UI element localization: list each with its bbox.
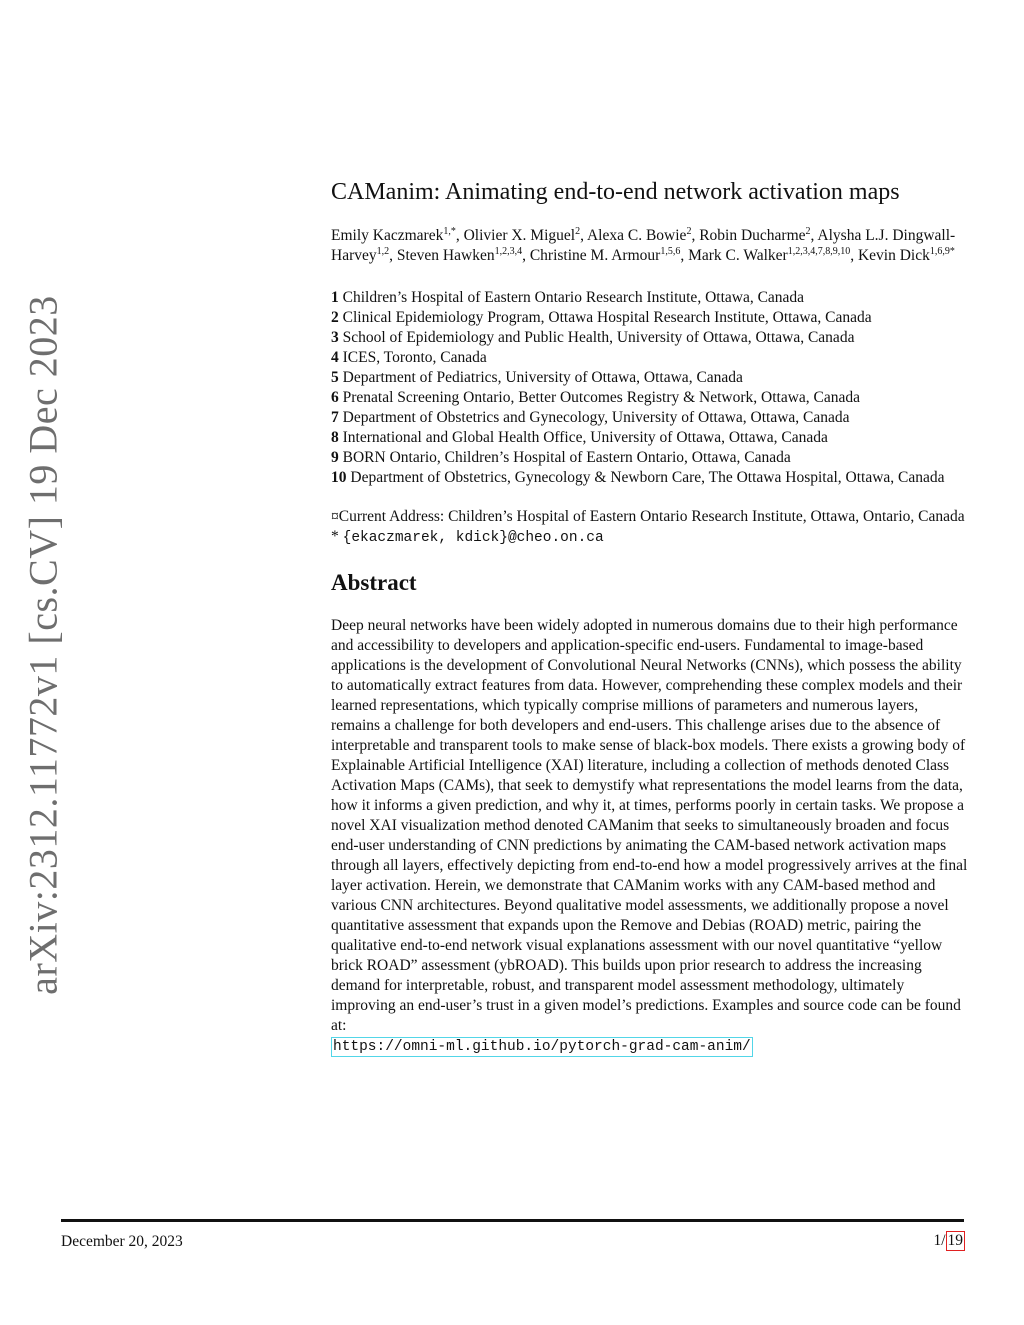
affiliation-text: BORN Ontario, Children’s Hospital of Eastern Ontario, Ottawa, Canada: [342, 449, 791, 466]
affiliation-number: 1: [331, 289, 339, 306]
author-name: Alysha L.J. Dingwall-Harvey: [331, 227, 956, 264]
address-text: ¤Current Address: Children’s Hospital of Eastern Ontario Research Institute, Ottawa, Ontario, Canada *: [331, 508, 965, 545]
arxiv-identifier-stamp: arXiv:2312.11772v1 [cs.CV] 19 Dec 2023: [20, 295, 66, 995]
author: [530, 247, 680, 264]
author-affiliation-marks: 1,2,3,4: [494, 245, 523, 257]
footer-divider: [61, 1219, 964, 1222]
author-affiliation-marks: 1,5,6: [660, 245, 681, 257]
affiliation-number: 5: [331, 369, 339, 386]
footer-date: December 20, 2023: [61, 1233, 183, 1250]
author-name: Mark C. Walker: [688, 247, 788, 264]
contact-emails: {ekaczmarek, kdick}@cheo.on.ca: [342, 530, 604, 546]
abstract-body: [331, 616, 971, 1057]
author: [464, 227, 581, 244]
affiliation-item: [331, 288, 971, 308]
page-total-link[interactable]: 19: [947, 1232, 963, 1249]
source-code-link[interactable]: https://omni-ml.github.io/pytorch-grad-cam-anim/: [333, 1039, 751, 1055]
author-name: Emily Kaczmarek: [331, 227, 444, 244]
affiliation-item: [331, 428, 971, 448]
affiliation-number: 9: [331, 449, 339, 466]
author-affiliation-marks: 2: [686, 225, 692, 237]
affiliation-text: Department of Obstetrics and Gynecology, University of Ottawa, Ottawa, Canada: [342, 409, 850, 426]
affiliation-number: 2: [331, 309, 339, 326]
affiliation-text: Children’s Hospital of Eastern Ontario Research Institute, Ottawa, Canada: [342, 289, 805, 306]
author-name: Robin Ducharme: [699, 227, 806, 244]
affiliation-item: [331, 368, 971, 388]
author-name: Kevin Dick: [857, 247, 930, 264]
paper-title: CAManim: Animating end-to-end network activation maps: [331, 179, 900, 205]
author-affiliation-marks: 1,2,3,4,7,8,9,10: [787, 245, 851, 257]
abstract-text: Deep neural networks have been widely adopted in numerous domains due to their high performance and accessibility to developers and application-specific end-users. Fundamental to image-based applications is the development of Convolutional Neural Networks (CNNs), which possess the ability to automatically extract features from data. However, comprehending these complex models and their learned representations, which typically comprise millions of parameters and numerous layers, remains a challenge for both developers and end-users. This challenge arises due to the absence of interpretable and transparent tools to make sense of black-box models. There exists a growing body of Explainable Artificial Intelligence (XAI) literature, including a collection of methods denoted Class Activation Maps (CAMs), that seek to demystify what representations the model learns from the data, how it informs a given prediction, and why it, at times, performs poorly in certain tasks. We propose a novel XAI visualization method denoted CAManim that seeks to simultaneously broaden and focus end-user understanding of CNN predictions by animating the CAM-based network activation maps through all layers, effectively depicting from end-to-end how a model progressively arrives at the final layer activation. Herein, we demonstrate that CAManim works with any CAM-based method and various CNN architectures. Beyond qualitative model assessments, we additionally propose a novel quantitative assessment that expands upon the Remove and Debias (ROAD) metric, pairing the qualitative end-to-end network visual explanations assessment with our novel quantitative “yellow brick ROAD” assessment (ybROAD). This builds upon prior research to address the increasing demand for interpretable, robust, and transparent model assessment methodology, ultimately improving an end-user’s trust in a given model’s predictions. Examples and source code can be found at:: [331, 617, 968, 1034]
author-name: Steven Hawken: [396, 247, 495, 264]
author-affiliation-marks: 1,6,9*: [929, 245, 955, 257]
affiliation-item: [331, 308, 971, 328]
affiliation-number: 10: [331, 469, 347, 486]
abstract-heading: Abstract: [331, 570, 417, 595]
author-name: Alexa C. Bowie: [586, 227, 687, 244]
affiliation-number: 6: [331, 389, 339, 406]
affiliation-text: Department of Obstetrics, Gynecology & Newborn Care, The Ottawa Hospital, Ottawa, Canada: [350, 469, 945, 486]
affiliation-text: Clinical Epidemiology Program, Ottawa Hospital Research Institute, Ottawa, Canada: [342, 309, 872, 326]
author: [397, 247, 522, 264]
affiliation-text: Prenatal Screening Ontario, Better Outcomes Registry & Network, Ottawa, Canada: [342, 389, 861, 406]
page-current: 1: [933, 1232, 942, 1249]
affiliation-list: [331, 288, 971, 488]
page-separator: /: [941, 1232, 946, 1249]
author: [688, 247, 850, 264]
affiliation-item: [331, 468, 971, 488]
author-name: Olivier X. Miguel: [463, 227, 576, 244]
affiliation-text: School of Epidemiology and Public Health, University of Ottawa, Ottawa, Canada: [342, 329, 855, 346]
author-affiliation-marks: 2: [575, 225, 581, 237]
affiliation-number: 8: [331, 429, 339, 446]
author-affiliation-marks: 2: [805, 225, 811, 237]
affiliation-item: [331, 408, 971, 428]
paper-content: [331, 176, 971, 1057]
affiliation-number: 4: [331, 349, 339, 366]
page-number: [933, 1231, 965, 1251]
author: [331, 227, 456, 244]
affiliation-item: [331, 348, 971, 368]
affiliation-number: 3: [331, 329, 339, 346]
affiliation-item: [331, 328, 971, 348]
author-name: Christine M. Armour: [529, 247, 661, 264]
current-address: [331, 507, 971, 548]
affiliation-item: [331, 388, 971, 408]
author: [587, 227, 691, 244]
affiliation-text: ICES, Toronto, Canada: [342, 349, 487, 366]
affiliation-item: [331, 448, 971, 468]
author: [858, 247, 955, 264]
author-affiliation-marks: 1,2: [376, 245, 390, 257]
author-list: Emily Kaczmarek$^{1,*}$, Olivier X. Miguel$^2$, Alexa C. Bowie$^2$, Robin Ducharme$^2$, Alysha L.J. Dingwall-Harvey$^{1,2}$, Steven Hawken$^{1,2,3,4}$, Christine M. Armour$^{1,5,6}$, Mark C. Walker$^{1,2,3,4,7,8,9,10}$, Kevin Dick$^{1,6,9*}$: [331, 225, 956, 264]
affiliation-number: 7: [331, 409, 339, 426]
affiliation-text: Department of Pediatrics, University of Ottawa, Ottawa, Canada: [342, 369, 743, 386]
author-affiliation-marks: 1,*: [443, 225, 456, 237]
author: [699, 227, 810, 244]
affiliation-text: International and Global Health Office, University of Ottawa, Ottawa, Canada: [342, 429, 828, 446]
